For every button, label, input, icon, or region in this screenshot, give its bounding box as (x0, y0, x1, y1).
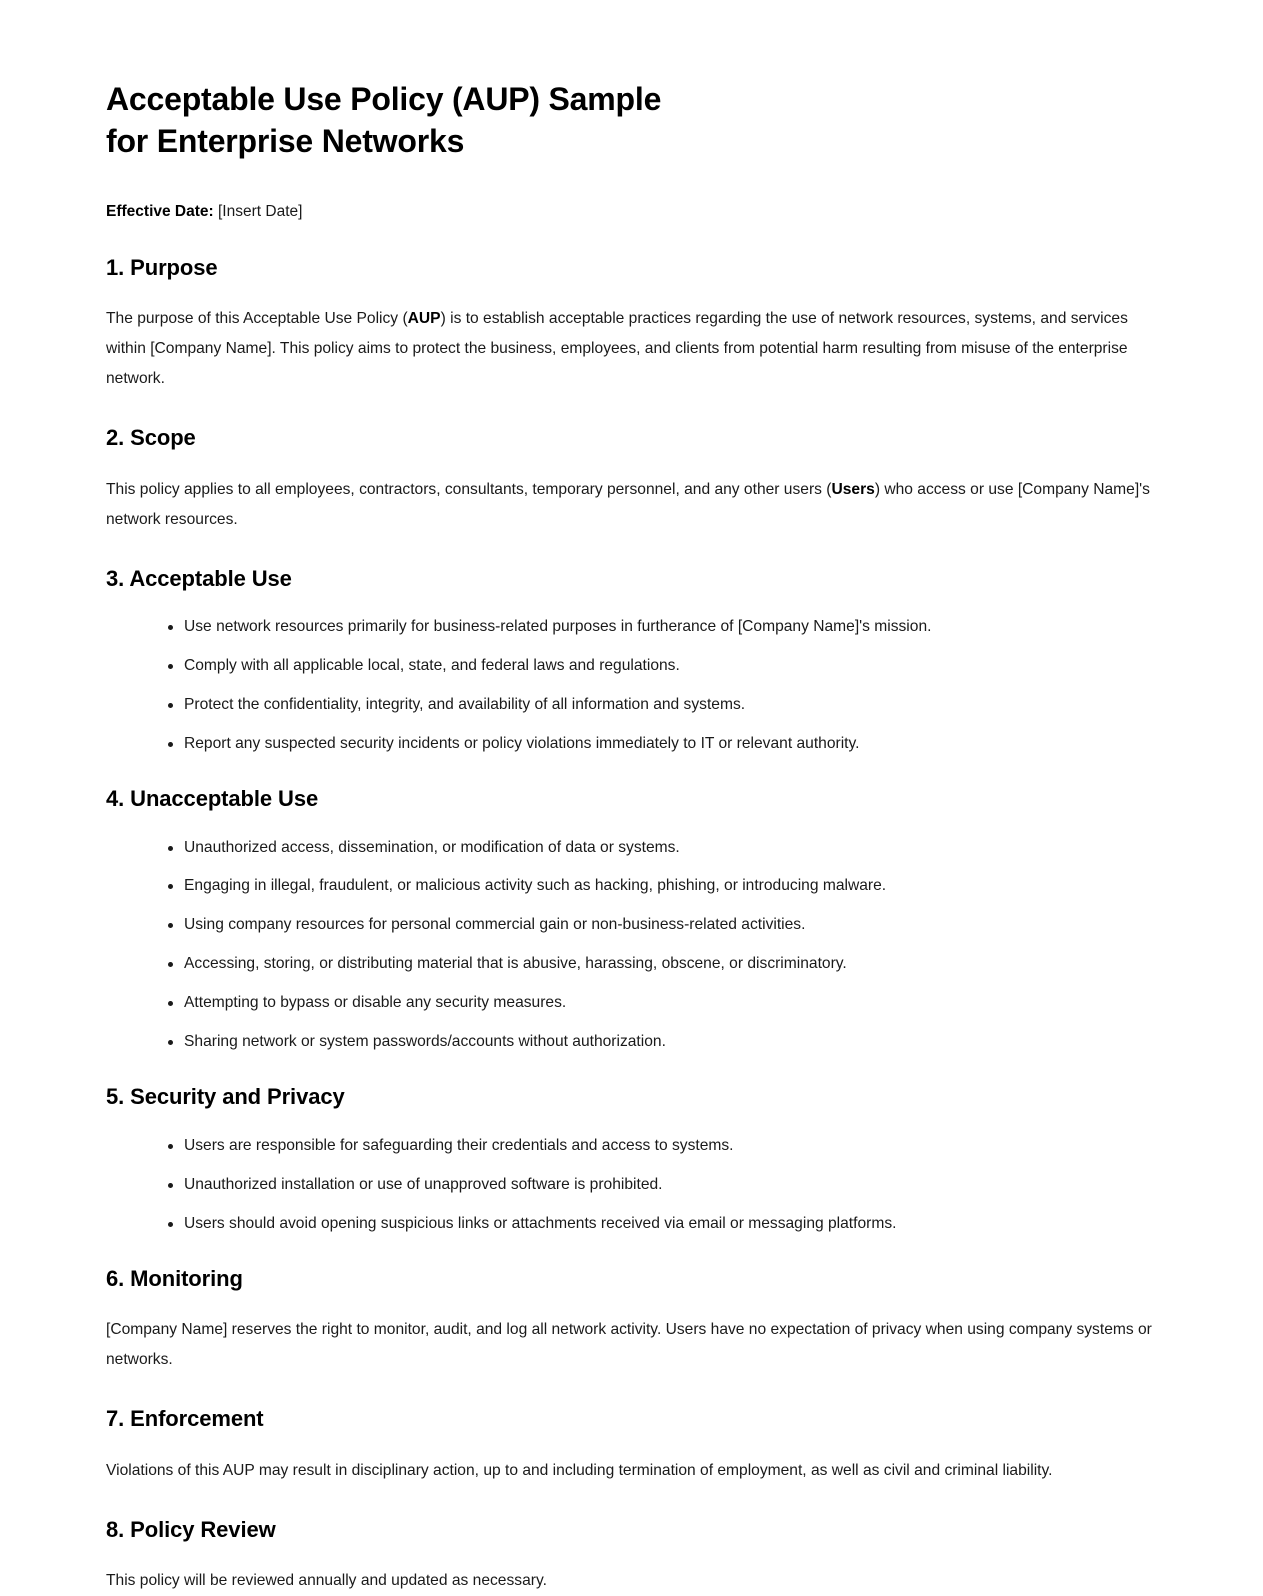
section-heading-acceptable-use: 3. Acceptable Use (106, 565, 292, 591)
scope-term-users: Users (831, 480, 875, 498)
unacceptable-use-list (106, 836, 1158, 1056)
section-heading-enforcement: 7. Enforcement (106, 1406, 264, 1432)
list-item: Users should avoid opening suspicious links or attachments received via email or messaging platforms. (168, 1212, 1158, 1237)
section-scope (106, 424, 1158, 534)
purpose-text-part-1: The purpose of this Acceptable Use Policy ( (106, 310, 408, 328)
section-heading-security-and-privacy: 5. Security and Privacy (106, 1084, 345, 1110)
section-unacceptable-use (106, 785, 1158, 1055)
purpose-term-aup: AUP (407, 310, 441, 328)
acceptable-use-list (106, 615, 1158, 757)
list-item: Users are responsible for safeguarding their credentials and access to systems. (168, 1134, 1158, 1159)
section-body-purpose (106, 304, 1158, 394)
section-security-and-privacy (106, 1083, 1158, 1236)
section-body-policy-review: This policy will be reviewed annually and updated as necessary. (106, 1572, 547, 1590)
list-item: Accessing, storing, or distributing material that is abusive, harassing, obscene, or discriminatory. (168, 952, 1158, 977)
section-acceptable-use (106, 565, 1158, 757)
section-heading-policy-review: 8. Policy Review (106, 1516, 276, 1542)
section-heading-unacceptable-use: 4. Unacceptable Use (106, 785, 319, 811)
list-item: Use network resources primarily for business-related purposes in furtherance of [Company Name]'s mission. (168, 615, 1158, 640)
list-item: Using company resources for personal commercial gain or non-business-related activities. (168, 913, 1158, 938)
scope-text-part-1: This policy applies to all employees, contractors, consultants, temporary personnel, and any other users ( (106, 480, 832, 498)
section-body-scope (106, 475, 1158, 535)
list-item: Attempting to bypass or disable any security measures. (168, 991, 1158, 1016)
list-item: Comply with all applicable local, state, and federal laws and regulations. (168, 654, 1158, 679)
list-item: Unauthorized access, dissemination, or modification of data or systems. (168, 836, 1158, 861)
effective-date-line (106, 200, 1158, 223)
section-policy-review (106, 1516, 1158, 1596)
section-body-monitoring: [Company Name] reserves the right to monitor, audit, and log all network activity. Users have no expectation of privacy when using company systems or networks. (106, 1321, 1152, 1369)
list-item: Engaging in illegal, fraudulent, or malicious activity such as hacking, phishing, or introducing malware. (168, 874, 1158, 899)
purpose-text-part-2: ) is to establish acceptable practices regarding the use of network resources, systems, and services within [Company Name]. This policy aims to protect the business, employees, and clients from potential harm resulting from misuse of the enterprise network. (106, 310, 1128, 388)
security-and-privacy-list (106, 1134, 1158, 1237)
list-item: Protect the confidentiality, integrity, and availability of all information and systems. (168, 693, 1158, 718)
scope-text-part-2: ) who access or use [Company Name]'s network resources. (106, 480, 1150, 528)
list-item: Report any suspected security incidents or policy violations immediately to IT or relevant authority. (168, 732, 1158, 757)
effective-date-value: [Insert Date] (218, 203, 303, 221)
page-title-line-2: for Enterprise Networks (106, 123, 465, 160)
section-purpose (106, 254, 1158, 394)
list-item: Unauthorized installation or use of unapproved software is prohibited. (168, 1173, 1158, 1198)
section-heading-purpose: 1. Purpose (106, 254, 218, 280)
section-heading-monitoring: 6. Monitoring (106, 1265, 243, 1291)
section-heading-scope: 2. Scope (106, 425, 196, 451)
section-body-enforcement: Violations of this AUP may result in disciplinary action, up to and including termination of employment, as well as civil and criminal liability. (106, 1461, 1053, 1479)
section-monitoring (106, 1265, 1158, 1375)
effective-date-label: Effective Date: (106, 203, 214, 221)
page-title (106, 78, 1106, 162)
page-title-line-1: Acceptable Use Policy (AUP) Sample (106, 81, 662, 117)
section-enforcement (106, 1405, 1158, 1486)
list-item: Sharing network or system passwords/accounts without authorization. (168, 1030, 1158, 1055)
